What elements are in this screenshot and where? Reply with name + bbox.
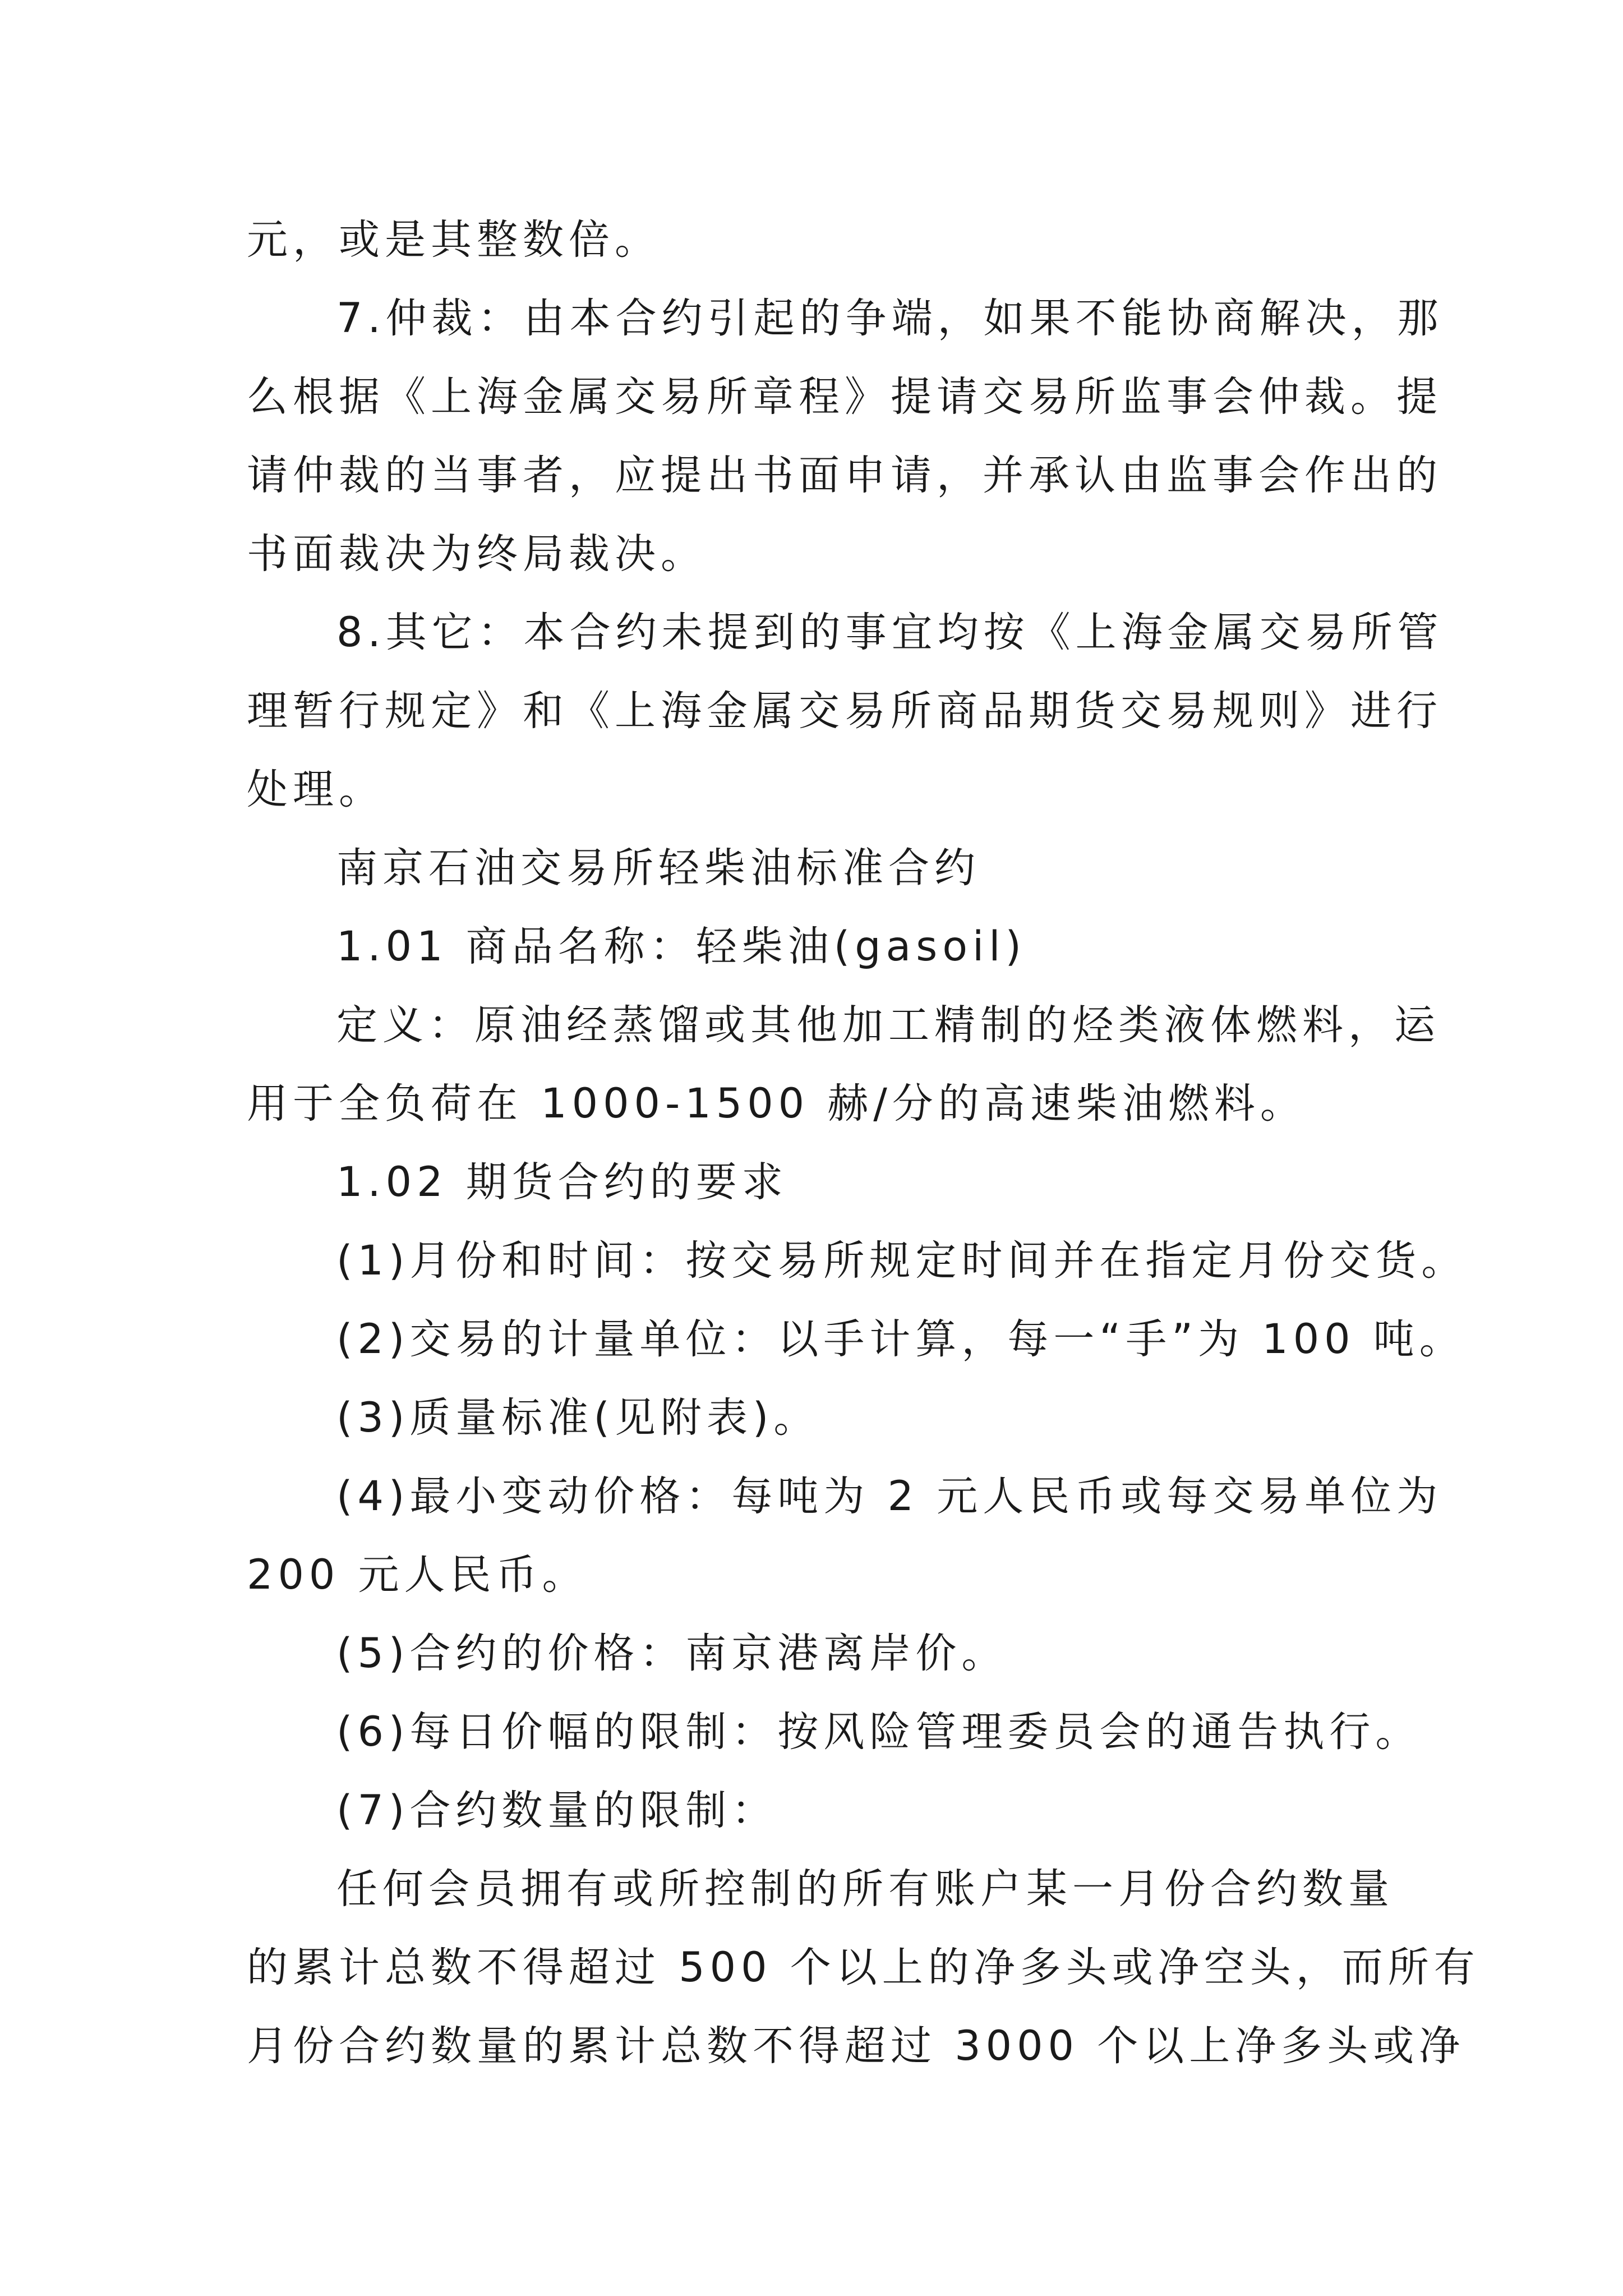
text-line: (4)最小变动价格：每吨为 2 元人民币或每交易单位为 <box>336 1473 1443 1520</box>
text-line: 书面裁决为终局裁决。 <box>247 530 707 578</box>
text-line: (5)合约的价格：南京港离岸价。 <box>336 1630 1008 1677</box>
text-line: 200 元人民币。 <box>247 1551 588 1599</box>
text-line: 8.其它：本合约未提到的事宜均按《上海金属交易所管 <box>336 609 1444 656</box>
text-line: 任何会员拥有或所控制的所有账户某一月份合约数量 <box>336 1865 1394 1913</box>
text-line: (6)每日价幅的限制：按风险管理委员会的通告执行。 <box>336 1708 1422 1756</box>
text-line: 1.02 期货合约的要求 <box>336 1158 788 1206</box>
text-line: 定义：原油经蒸馏或其他加工精制的烃类液体燃料，运 <box>336 1001 1440 1049</box>
text-line: 的累计总数不得超过 500 个以上的净多头或净空头，而所有 <box>247 1944 1480 1991</box>
text-line: 用于全负荷在 1000-1500 赫/分的高速柴油燃料。 <box>247 1080 1306 1128</box>
text-line: (1)月份和时间：按交易所规定时间并在指定月份交货。 <box>336 1237 1468 1285</box>
text-line: 月份合约数量的累计总数不得超过 3000 个以上净多头或净 <box>247 2022 1465 2070</box>
text-line: (7)合约数量的限制： <box>336 1787 778 1834</box>
text-line: 请仲裁的当事者，应提出书面申请，并承认由监事会作出的 <box>247 452 1442 499</box>
text-line: (2)交易的计量单位：以手计算，每一“手”为 100 吨。 <box>336 1315 1465 1363</box>
text-line: 理暂行规定》和《上海金属交易所商品期货交易规则》进行 <box>247 687 1442 735</box>
section-heading: 南京石油交易所轻柴油标准合约 <box>336 844 980 892</box>
text-line: 1.01 商品名称：轻柴油(gasoil) <box>336 923 1027 970</box>
text-line: 元，或是其整数倍。 <box>247 216 661 264</box>
text-line: 么根据《上海金属交易所章程》提请交易所监事会仲裁。提 <box>247 373 1442 421</box>
text-line: 7.仲裁：由本合约引起的争端，如果不能协商解决，那 <box>336 295 1444 342</box>
text-line: (3)质量标准(见附表)。 <box>336 1394 820 1442</box>
text-line: 处理。 <box>247 766 385 813</box>
